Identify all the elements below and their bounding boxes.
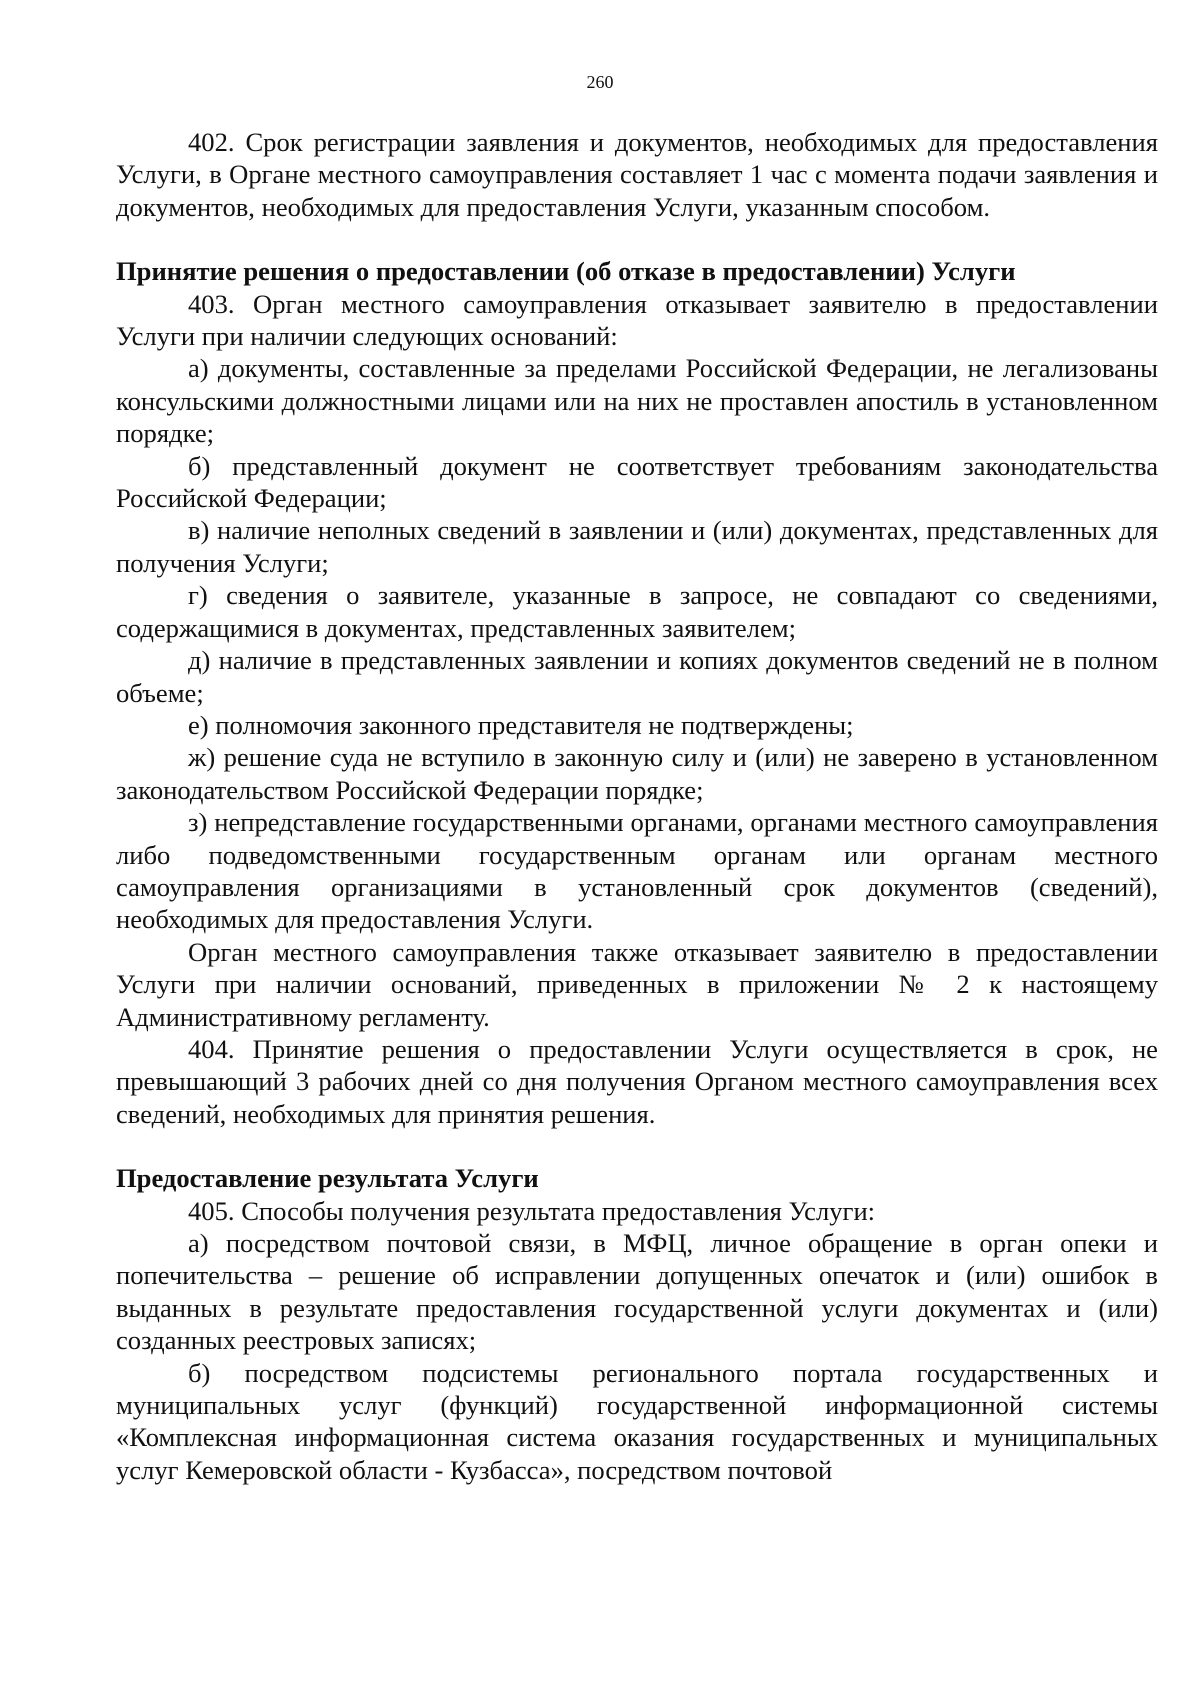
section-spacer [116,1130,1158,1162]
paragraph: б) посредством подсистемы регионального портала государственных и муниципальных услуг (функций) государственной информационной системы «Комплексная информационная система оказания государственных и муниципальных услуг Кемеровской области - Кузбасса», посредством почтовой [116,1357,1158,1485]
paragraph: г) сведения о заявителе, указанные в запросе, не совпадают со сведениями, содержащимися в документах, представленных заявителем; [116,580,1158,643]
paragraph: б) представленный документ не соответствует требованиям законодательства Российской Федерации; [116,450,1158,514]
paragraph: 405. Способы получения результата предоставления Услуги: [188,1195,876,1226]
paragraph: а) посредством почтовой связи, в МФЦ, личное обращение в орган опеки и попечительства – решение об исправлении допущенных опечаток и (или) ошибок в выданных в результате предоставления государственной услуги документах и (или) созданных реестровых записях; [116,1228,1158,1356]
paragraph: 404. Принятие решения о предоставлении Услуги осуществляется в срок, не превышающий 3 рабочих дней со дня получения Органом местного самоуправления всех сведений, необходимых для принятия решения. [116,1033,1158,1129]
paragraph: 402. Срок регистрации заявления и документов, необходимых для предоставления Услуги, в Органе местного самоуправления составляет 1 час с момента подачи заявления и документов, необходимых для предоставления Услуги, указанным способом. [116,127,1158,222]
section-spacer [116,223,1158,255]
paragraph: з) непредставление государственными органами, органами местного самоуправления либо подведомственными государственным органам или органам местного самоуправления организациями в установленный срок документов (сведений), необходимых для предоставления Услуги. [116,807,1158,935]
paragraph: д) наличие в представленных заявлении и копиях документов сведений не в полном объеме; [116,645,1158,708]
paragraph: а) документы, составленные за пределами Российской Федерации, не легализованы консульскими должностными лицами или на них не проставлен апостиль в установленном порядке; [116,353,1158,449]
paragraph: Орган местного самоуправления также отказывает заявителю в предоставлении Услуги при наличии оснований, приведенных в приложении № 2 к настоящему Административному регламенту. [116,936,1158,1032]
section-heading: Предоставление результата Услуги [116,1163,539,1194]
paragraph: в) наличие неполных сведений в заявлении и (или) документах, представленных для получения Услуги; [116,515,1158,578]
section-heading: Принятие решения о предоставлении (об отказе в предоставлении) Услуги [116,256,1016,287]
paragraph: е) полномочия законного представителя не подтверждены; [188,709,854,740]
document-body [116,126,1158,1486]
page-number: 260 [586,72,614,92]
paragraph: ж) решение суда не вступило в законную силу и (или) не заверено в установленном законодательством Российской Федерации порядке; [116,742,1158,805]
paragraph: 403. Орган местного самоуправления отказывает заявителю в предоставлении Услуги при наличии следующих оснований: [116,288,1158,352]
